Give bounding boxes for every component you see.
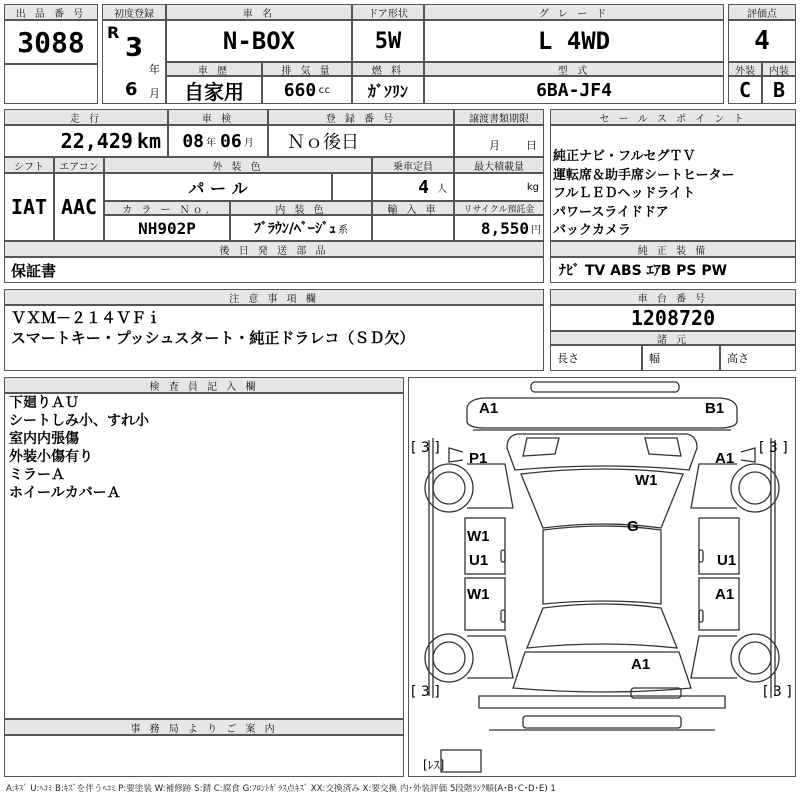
spec-width (642, 345, 720, 371)
mileage-cell (4, 125, 168, 157)
mark-fender-right: A1 (715, 450, 735, 467)
interior-value: ﾌﾞﾗｳﾝ/ﾍﾞｰｼﾞｭ (253, 221, 337, 237)
displacement-header: 排 気 量 (262, 62, 352, 76)
recycle-value: 8,550 (480, 218, 529, 238)
load-unit: kg (526, 181, 539, 193)
sales-header: セ ー ル ス ポ イ ン ト (550, 109, 796, 125)
parts-header: 後 日 発 送 部 品 (4, 241, 544, 257)
insp-month: 06 (220, 130, 242, 152)
width-label: 幅 (649, 352, 660, 365)
sales-list (553, 148, 734, 241)
color-value: パ ー ル (104, 173, 332, 201)
equipment-header: 純 正 装 備 (550, 241, 796, 257)
tire-rr: [ 3 ] (763, 684, 792, 700)
color-blank (332, 173, 372, 201)
inspection-header: 車 検 (168, 109, 268, 125)
reg-no-value: Ｎｏ後日 (268, 125, 454, 157)
car-outline (409, 378, 795, 776)
int-value: B (762, 76, 796, 104)
mark-right-u1: U1 (717, 552, 737, 569)
month-value: 6 (125, 79, 138, 100)
ext-header: 外装 (728, 62, 762, 76)
import-cell (372, 215, 454, 241)
load-header: 最大積載量 (454, 157, 544, 173)
insp-year-unit: 年 (206, 137, 216, 149)
mileage-value: 22,429 (60, 129, 133, 153)
spec-height (720, 345, 796, 371)
legend: A:ｷｽﾞ U:ﾍｺﾐ B:ｷｽﾞを伴うﾍｺﾐ P:要塗装 W:補修跡 S:錆 C:腐食 G:ﾌﾛﾝﾄｶﾞﾗｽ点ｷｽﾞ XX:交換済み X:要交換 内･外装評価 5段階ﾗﾝｸ順(A･B･C･D･E) 1 (6, 784, 556, 794)
interior-suffix: 系 (338, 224, 349, 236)
color-no-value: NH902P (104, 215, 230, 241)
shift-value: IAT (4, 173, 54, 241)
recycle-unit: 円 (531, 224, 541, 236)
tire-fr: [ 3 ] (759, 440, 788, 456)
car-name-header: 車 名 (166, 4, 352, 20)
transfer-day-unit: 日 (526, 139, 537, 152)
office-header: 事 務 局 よ り ご 案 内 (4, 719, 404, 735)
color-header: 外 装 色 (104, 157, 372, 173)
model-header: 型 式 (424, 62, 724, 76)
ac-header: エアコン (54, 157, 104, 173)
mark-roof: G (627, 518, 639, 535)
spare-tire: [ﾚｽ] (423, 758, 445, 772)
capacity-unit: 人 (437, 183, 447, 195)
mark-rear: A1 (631, 656, 651, 673)
model-value: 6BA-JF4 (424, 76, 724, 104)
notes-box (4, 305, 544, 371)
fuel-header: 燃 料 (352, 62, 424, 76)
ac-value: AAC (54, 173, 104, 241)
year-value: 3 (125, 33, 144, 63)
displacement-unit: cc (318, 84, 331, 96)
mark-left-w1: W1 (467, 528, 490, 545)
sales-point: パワースライドドア (553, 204, 669, 220)
chassis-header: 車 台 番 号 (550, 289, 796, 305)
parts-value: 保証書 (4, 257, 544, 283)
mark-front-right: B1 (705, 400, 725, 417)
spec-header: 諸 元 (550, 331, 796, 345)
import-header: 輸 入 車 (372, 201, 454, 215)
office-box (4, 735, 404, 777)
notes-line: スマートキー・プッシュスタート・純正ドラレコ（ＳＤ欠） (11, 329, 415, 347)
mark-windshield: W1 (635, 472, 658, 489)
interior-cell (230, 215, 372, 241)
mark-left-w1b: W1 (467, 586, 490, 603)
equipment-value: ﾅﾋﾞ TV ABS ｴｱB PS PW (550, 257, 796, 283)
sales-point: フルＬＥＤヘッドライト (553, 186, 696, 201)
first-reg-cell (102, 20, 166, 104)
recycle-cell (454, 215, 544, 241)
lot-no-value: 3088 (4, 20, 98, 64)
inspector-line: 下廻りＡＵ (9, 395, 79, 411)
inspector-list (9, 394, 149, 502)
transfer-header: 譲渡書類期限 (454, 109, 544, 125)
interior-header: 内 装 色 (230, 201, 372, 215)
recycle-header: リサイクル預託金 (454, 201, 544, 215)
score-header: 評価点 (728, 4, 796, 20)
fuel-value: ｶﾞｿﾘﾝ (352, 76, 424, 104)
notes-header: 注 意 事 項 欄 (4, 289, 544, 305)
mileage-header: 走 行 (4, 109, 168, 125)
length-label: 長さ (557, 352, 579, 365)
notes-line: ＶＸＭ－２１４ＶＦｉ (11, 309, 162, 327)
height-label: 高さ (727, 352, 749, 365)
month-unit: 月 (149, 87, 160, 100)
sales-box (550, 125, 796, 241)
inspector-line: ミラーＡ (9, 467, 65, 483)
era-value: R (107, 23, 120, 42)
history-header: 車 歴 (166, 62, 262, 76)
displacement-cell (262, 76, 352, 104)
door-header: ドア形状 (352, 4, 424, 20)
history-value: 自家用 (166, 76, 262, 104)
color-no-header: カ ラ ー Ｎｏ. (104, 201, 230, 215)
inspection-cell (168, 125, 268, 157)
inspector-header: 検 査 員 記 入 欄 (4, 377, 404, 393)
first-reg-header: 初度登録 (102, 4, 166, 20)
ext-value: C (728, 76, 762, 104)
capacity-header: 乗車定員 (372, 157, 454, 173)
shift-header: シフト (4, 157, 54, 173)
grade-value: L 4WD (424, 20, 724, 62)
mark-right-a1: A1 (715, 586, 735, 603)
transfer-month-unit: 月 (489, 139, 500, 152)
spec-length (550, 345, 642, 371)
capacity-cell (372, 173, 454, 201)
car-name-value: N-BOX (166, 20, 352, 62)
inspector-line: ホイールカバーＡ (9, 485, 121, 501)
capacity-value: 4 (418, 176, 429, 198)
sales-point: 純正ナビ・フルセグＴＶ (553, 149, 696, 164)
insp-year: 08 (182, 130, 204, 152)
score-value: 4 (728, 20, 796, 62)
inspector-box (4, 393, 404, 719)
inspector-line: 外装小傷有り (9, 449, 93, 465)
transfer-cell (454, 125, 544, 157)
grade-header: グ レ ー ド (424, 4, 724, 20)
mark-left-u1: U1 (469, 552, 489, 569)
insp-month-unit: 月 (243, 137, 254, 149)
int-header: 内装 (762, 62, 796, 76)
load-cell (454, 173, 544, 201)
mark-fender-left: P1 (469, 450, 488, 467)
displacement-value: 660 (283, 79, 317, 101)
inspector-line: シートしみ小、すれ小 (9, 413, 149, 429)
sales-point: 運転席＆助手席シートヒーター (553, 167, 735, 183)
reg-no-header: 登 録 番 号 (268, 109, 454, 125)
car-diagram (408, 377, 796, 777)
lot-no-blank (4, 64, 98, 104)
notes-list (11, 308, 414, 348)
sales-point: バックカメラ (553, 223, 632, 238)
chassis-value: 1208720 (550, 305, 796, 331)
lot-no-header: 出 品 番 号 (4, 4, 98, 20)
door-value: 5W (352, 20, 424, 62)
tire-rl: [ 3 ] (411, 684, 440, 700)
mark-front-left: A1 (479, 400, 499, 417)
inspector-line: 室内内張傷 (9, 431, 79, 447)
year-unit: 年 (149, 63, 160, 76)
tire-fl: [ 3 ] (411, 440, 440, 456)
mileage-unit: km (136, 129, 161, 153)
